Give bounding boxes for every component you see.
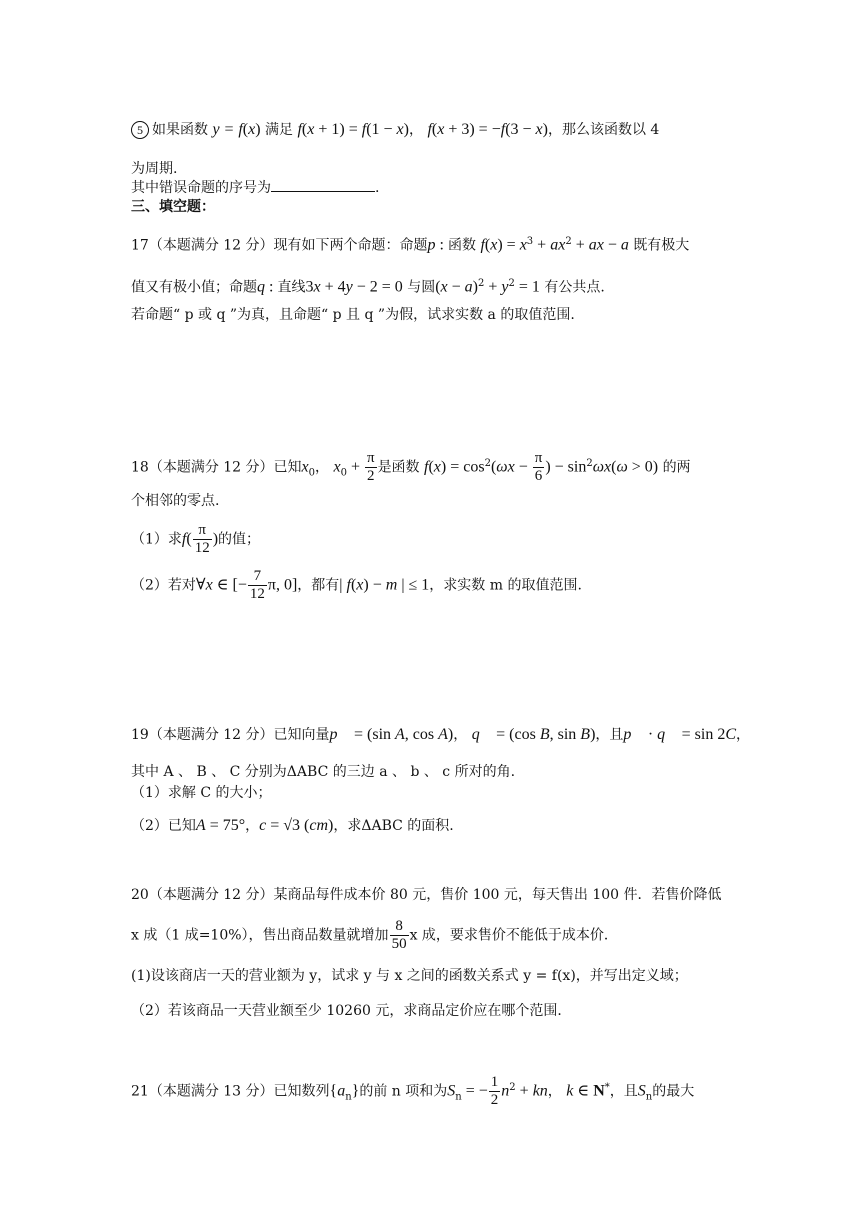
q18-part2: （2）若对∀x ∈ [− $\frac{7}{12}$ π, 0]，都有| f(x) − m | ≤ 1，求实数 m 的取值范围. (131, 568, 582, 602)
q18-line1: 18（本题满分 12 分）已知$x_0$， $x_0$ + $\frac{\pi}{2}$ 是函数 $f(x) = \cos^2(\omega x$ − $\frac{\pi}{6}$ ) − $\sin^2\omega x(\omega > 0)$ 的两 (131, 450, 691, 484)
q18-part1: （1）求f( $\frac{\pi}{12}$ )的值； (131, 522, 261, 556)
q20-part2: （2）若该商品一天营业额至少 10260 元，求商品定价应在哪个范围． (131, 1003, 572, 1019)
q21-line1: 21（本题满分 13 分）已知数列$\{a_n\}$的前 n 项和为$S_n$ = − $\frac{1}{2}$ $n^2$ + kn， k ∈ N*，且$S_n$的最大 (131, 1074, 695, 1108)
answer-blank[interactable] (271, 177, 375, 192)
q19-part2: （2）已知A = 75°，c = √3 (cm)，求ΔABC 的面积. (131, 817, 454, 834)
q20-line2: x 成（1 成=10%），售出商品数量就增加 $\frac{8}{50}$ x 成，要求售价不能低于成本价． (131, 918, 618, 952)
q20-part1: (1)设该商店一天的营业额为 y，试求 y 与 x 之间的函数关系式 y = f(x)，并写出定义域； (131, 968, 688, 984)
wrong-proposition-question: 其中错误命题的序号为 . (131, 177, 379, 198)
q19-line1: 19（本题满分 12 分）已知向量p⃗ = (sin A, cos A)， q⃗ = (cos B, sin B)，且p⃗ · q⃗ = sin 2C， (131, 726, 750, 743)
q18-line2: 个相邻的零点. (131, 493, 220, 509)
q17-line3: 若命题“ p 或 q ”为真，且命题“ p 且 q ”为假，试求实数 a 的取值范围. (131, 307, 575, 323)
item-number-5: 5 (131, 121, 149, 139)
q20-line1: 20（本题满分 12 分）某商品每件成本价 80 元，售价 100 元，每天售出 100 件．若售价降低 (131, 887, 722, 903)
section-heading: 三、填空题： (131, 199, 215, 215)
q17-line2: 值又有极小值；命题q : 直线3x + 4y − 2 = 0 与圆$(x - a)^2 + y^2 = 1$ 有公共点. (131, 278, 605, 296)
item5-line1: 5 如果函数 y = f(x) 满足 f(x + 1) = f(1 − x)， f(x + 3) = −f(3 − x)，那么该函数以 4 (131, 120, 659, 140)
q19-line2: 其中 A 、 B 、 C 分别为ΔABC 的三边 a 、 b 、 c 所对的角. (131, 764, 516, 780)
q19-part1: （1）求解 C 的大小； (131, 785, 272, 801)
q17-line1: 17（本题满分 12 分）现有如下两个命题：命题p : 函数 $f(x) = x^3 + ax^2$ + ax − a 既有极大 (131, 236, 690, 254)
item5-line2: 为周期. (131, 161, 178, 177)
